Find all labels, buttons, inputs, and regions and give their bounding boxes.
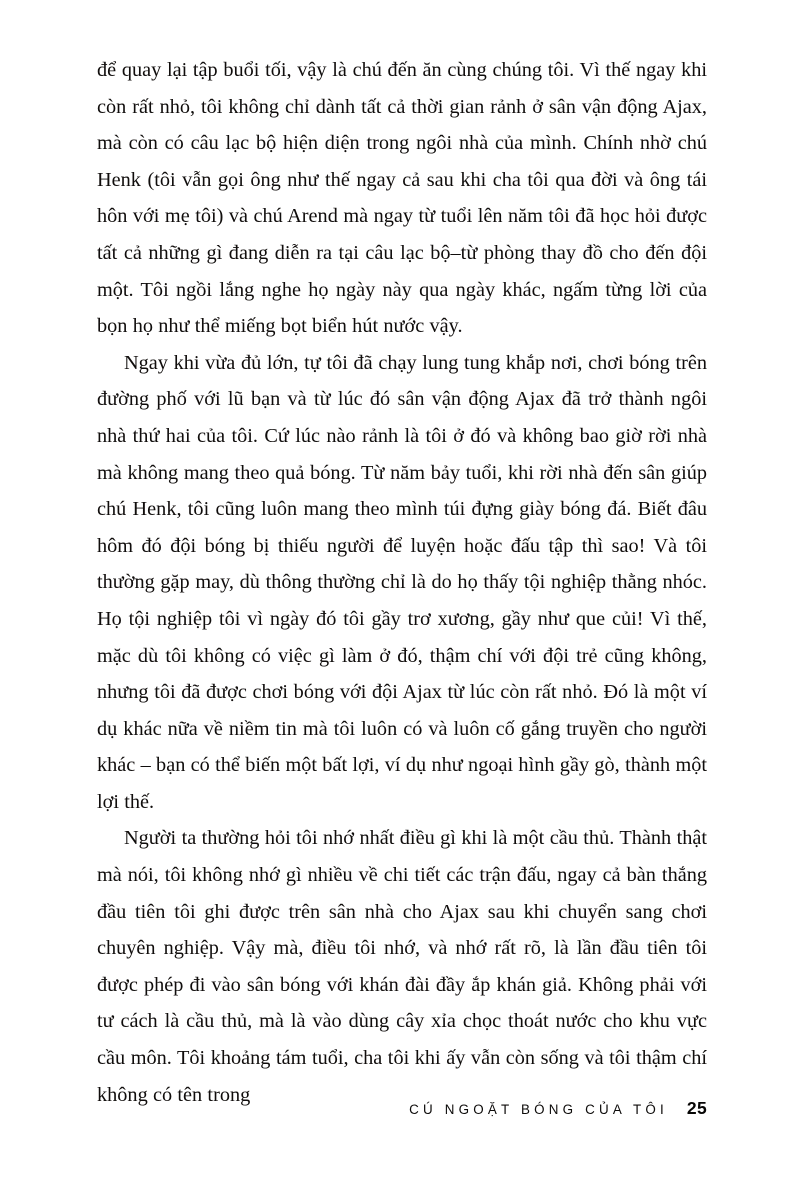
page-number: 25 — [686, 1098, 707, 1118]
body-text-block — [97, 52, 707, 1113]
page-footer — [97, 1098, 707, 1124]
paragraph-1: để quay lại tập buổi tối, vậy là chú đến ăn cùng chúng tôi. Vì thế ngay khi còn rất nhỏ, tôi không chỉ dành tất cả thời gian rảnh ở sân vận động Ajax, mà còn có câu lạc bộ hiện diện trong ngôi nhà của mình. Chính nhờ chú Henk (tôi vẫn gọi ông như thế ngay cả sau khi cha tôi qua đời và ông tái hôn với mẹ tôi) và chú Arend mà ngay từ tuổi lên năm tôi đã học hỏi được tất cả những gì đang diễn ra tại câu lạc bộ–từ phòng thay đồ cho đến đội một. Tôi ngồi lắng nghe họ ngày này qua ngày khác, ngấm từng lời của bọn họ như thể miếng bọt biển hút nước vậy. — [97, 59, 707, 338]
paragraph-3: Người ta thường hỏi tôi nhớ nhất điều gì khi là một cầu thủ. Thành thật mà nói, tôi không nhớ gì nhiều về chi tiết các trận đấu, ngay cả bàn thắng đầu tiên tôi ghi được trên sân nhà cho Ajax sau khi chuyển sang chơi chuyên nghiệp. Vậy mà, điều tôi nhớ, và nhớ rất rõ, là lần đầu tiên tôi được phép đi vào sân bóng với khán đài đầy ắp khán giả. Không phải với tư cách là cầu thủ, mà là vào dùng cây xỉa chọc thoát nước cho khu vực cầu môn. Tôi khoảng tám tuổi, cha tôi khi ấy vẫn còn sống và tôi thậm chí không có tên trong — [97, 827, 707, 1106]
running-head: CÚ NGOẶT BÓNG CỦA TÔI — [409, 1102, 668, 1117]
paragraph-2: Ngay khi vừa đủ lớn, tự tôi đã chạy lung tung khắp nơi, chơi bóng trên đường phố với lũ bạn và từ lúc đó sân vận động Ajax đã trở thành ngôi nhà thứ hai của tôi. Cứ lúc nào rảnh là tôi ở đó và không bao giờ rời nhà mà không mang theo quả bóng. Từ năm bảy tuổi, khi rời nhà đến sân giúp chú Henk, tôi cũng luôn mang theo mình túi đựng giày bóng đá. Biết đâu hôm đó đội bóng bị thiếu người để luyện hoặc đấu tập thì sao! Và tôi thường gặp may, dù thông thường chỉ là do họ thấy tội nghiệp thằng nhóc. Họ tội nghiệp tôi vì ngày đó tôi gầy trơ xương, gầy như que củi! Vì thế, mặc dù tôi không có việc gì làm ở đó, thậm chí với đội trẻ cũng không, nhưng tôi đã được chơi bóng với đội Ajax từ lúc còn rất nhỏ. Đó là một ví dụ khác nữa về niềm tin mà tôi luôn có và luôn cố gắng truyền cho người khác – bạn có thể biến một bất lợi, ví dụ như ngoại hình gầy gò, thành một lợi thế. — [97, 351, 707, 813]
